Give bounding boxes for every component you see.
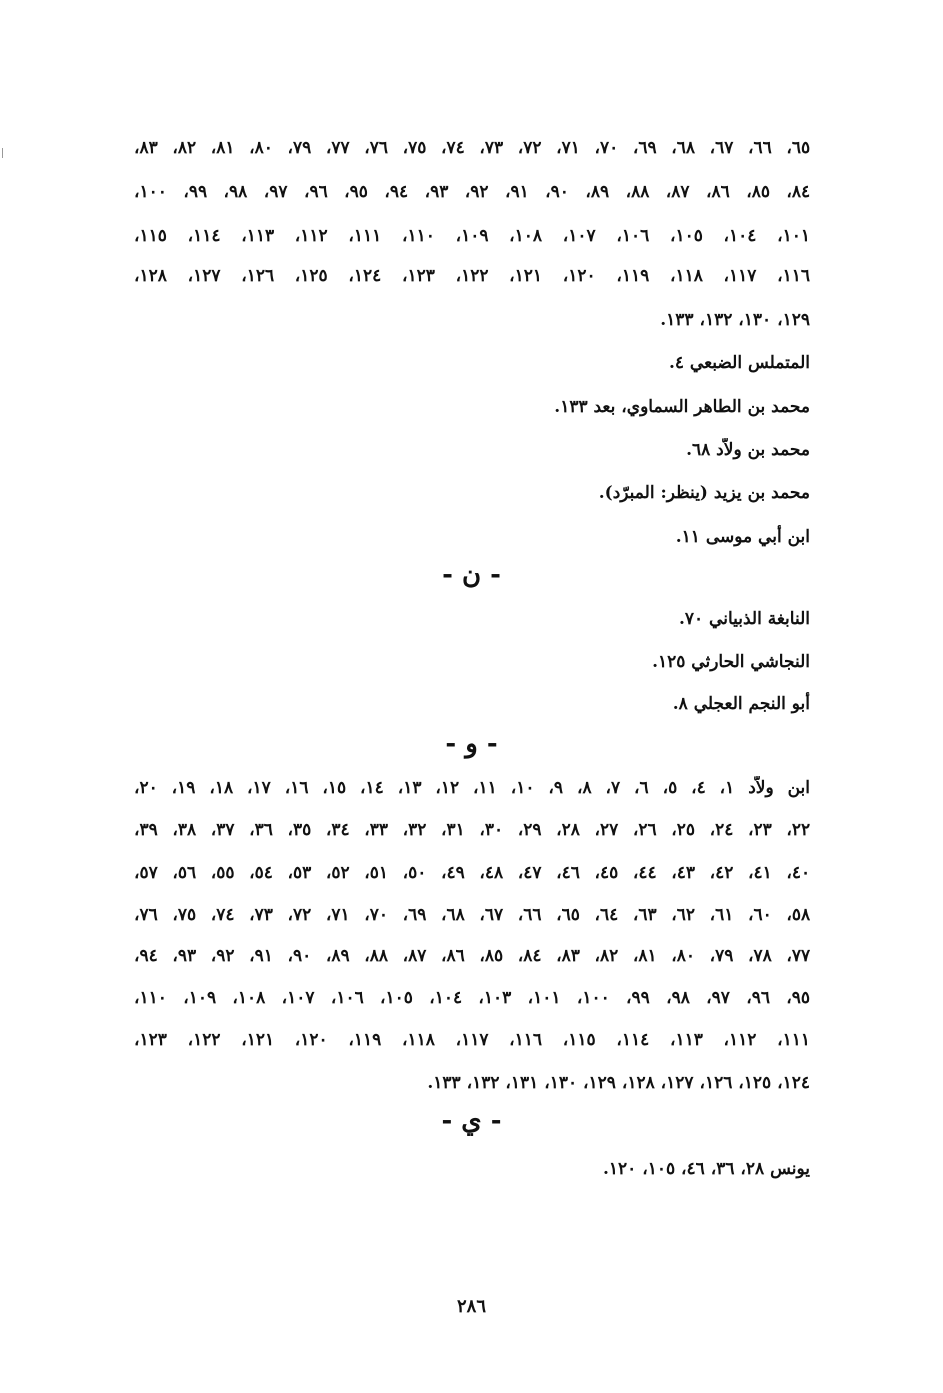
index-entry: أبو النجم العجلي ٨. xyxy=(672,694,810,714)
index-line: ابن ولاّد ١، ٤، ٥، ٦، ٧، ٨، ٩، ١٠، ١١، ١٢، ١٣، ١٤، ١٥، ١٦، ١٧، ١٨، ١٩، ٢٠، xyxy=(134,778,810,798)
margin-mark xyxy=(2,148,8,158)
index-entry: المتملس الضبعي ٤. xyxy=(668,353,810,373)
index-entry: ابن أبي موسى ١١. xyxy=(675,527,810,547)
index-line: ١٠١، ١٠٤، ١٠٥، ١٠٦، ١٠٧، ١٠٨، ١٠٩، ١١٠، ١١١، ١١٢، ١١٣، ١١٤، ١١٥، xyxy=(134,226,810,246)
index-line: ٥٨، ٦٠، ٦١، ٦٢، ٦٣، ٦٤، ٦٥، ٦٦، ٦٧، ٦٨، ٦٩، ٧٠، ٧١، ٧٢، ٧٣، ٧٤، ٧٥، ٧٦، xyxy=(134,905,810,925)
index-entry: محمد بن ولاّد ٦٨. xyxy=(686,440,810,460)
index-entry: يونس ٢٨، ٣٦، ٤٦، ١٠٥، ١٢٠. xyxy=(603,1159,810,1179)
index-line: ٤٠، ٤١، ٤٢، ٤٣، ٤٤، ٤٥، ٤٦، ٤٧، ٤٨، ٤٩، ٥٠، ٥١، ٥٢، ٥٣، ٥٤، ٥٥، ٥٦، ٥٧، xyxy=(134,863,810,883)
section-heading-waw: - و - xyxy=(445,729,498,759)
index-entry: النابغة الذبياني ٧٠. xyxy=(678,609,810,629)
index-line: ٩٥، ٩٦، ٩٧، ٩٨، ٩٩، ١٠٠، ١٠١، ١٠٣، ١٠٤، ١٠٥، ١٠٦، ١٠٧، ١٠٨، ١٠٩، ١١٠، xyxy=(134,988,810,1008)
index-line: ١٢٩، ١٣٠، ١٣٢، ١٣٣. xyxy=(660,310,810,330)
section-heading-nun: - ن - xyxy=(442,560,501,590)
index-line: ٧٧، ٧٨، ٧٩، ٨٠، ٨١، ٨٢، ٨٣، ٨٤، ٨٥، ٨٦، ٨٧، ٨٨، ٨٩، ٩٠، ٩١، ٩٢، ٩٣، ٩٤، xyxy=(134,946,810,966)
index-entry: محمد بن يزيد (ينظر: المبرّد). xyxy=(598,483,810,503)
index-line: ٨٤، ٨٥، ٨٦، ٨٧، ٨٨، ٨٩، ٩٠، ٩١، ٩٢، ٩٣، ٩٤، ٩٥، ٩٦، ٩٧، ٩٨، ٩٩، ١٠٠، xyxy=(134,182,810,202)
index-line: ١٢٤، ١٢٥، ١٢٦، ١٢٧، ١٢٨، ١٢٩، ١٣٠، ١٣١، ١٣٢، ١٣٣. xyxy=(427,1073,810,1093)
index-entry: النجاشي الحارثي ١٢٥. xyxy=(652,652,810,672)
index-line: ١١١، ١١٢، ١١٣، ١١٤، ١١٥، ١١٦، ١١٧، ١١٨، ١١٩، ١٢٠، ١٢١، ١٢٢، ١٢٣، xyxy=(134,1030,810,1050)
index-line: ٦٥، ٦٦، ٦٧، ٦٨، ٦٩، ٧٠، ٧١، ٧٢، ٧٣، ٧٤، ٧٥، ٧٦، ٧٧، ٧٩، ٨٠، ٨١، ٨٢، ٨٣، xyxy=(134,138,810,158)
index-entry: محمد بن الطاهر السماوي، بعد ١٣٣. xyxy=(554,397,810,417)
index-line: ١١٦، ١١٧، ١١٨، ١١٩، ١٢٠، ١٢١، ١٢٢، ١٢٣، ١٢٤، ١٢٥، ١٢٦، ١٢٧، ١٢٨، xyxy=(134,266,810,286)
index-line: ٢٢، ٢٣، ٢٤، ٢٥، ٢٦، ٢٧، ٢٨، ٢٩، ٣٠، ٣١، ٣٢، ٣٣، ٣٤، ٣٥، ٣٦، ٣٧، ٣٨، ٣٩، xyxy=(134,820,810,840)
page-number: ٢٨٦ xyxy=(456,1296,486,1317)
section-heading-ya: - ي - xyxy=(441,1106,502,1136)
